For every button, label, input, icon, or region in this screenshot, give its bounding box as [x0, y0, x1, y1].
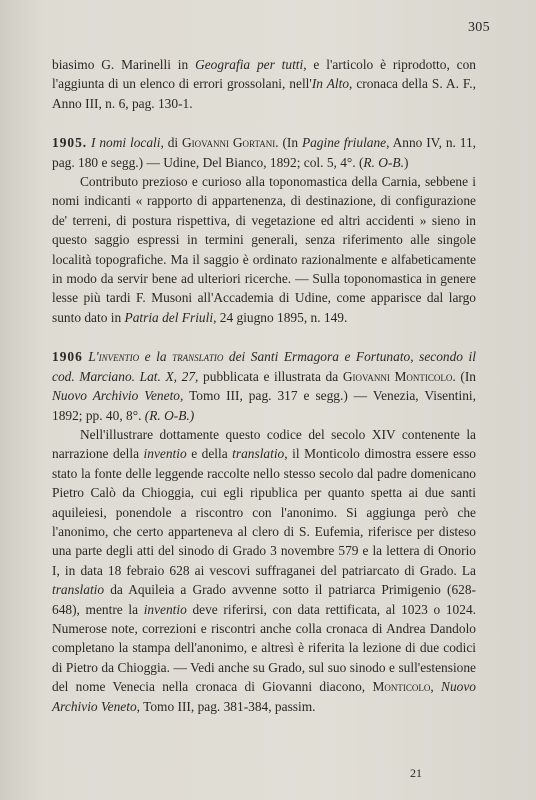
page-body: [52, 55, 476, 716]
entry-pub-1: pubblicata e illustrata da: [198, 368, 343, 384]
entry-body-text-1: Contributo prezioso e curioso alla toponomastica della Carnia, sebbene i nomi indicanti « rapporto di appartenenza, di destinazione, di configurazione de' terreni, di postura rispettiva, di vegetazione ed altri accidenti » sieno in questo saggio espressi in termini generali, senza riferimento alle singole località topografiche. Ma il saggio è ordinato razionalmente e alfabeticamente in modo da servir bene ad ulteriori ricerche. — Sulla toponomastica in genere lesse più tardi F. Musoni all'Accademia di Udine, come apparisce dal largo sunto dato in: [52, 174, 476, 325]
title-smallcaps-2: translatio: [172, 349, 224, 365]
entry-body-italic: Patria del Friuli: [124, 309, 214, 325]
body-text-6: ,: [430, 679, 442, 695]
intro-text-1: biasimo G. Marinelli in: [52, 57, 196, 72]
entry-journal: Pagine friulane: [301, 135, 387, 151]
title-part-2: e la: [139, 349, 173, 365]
body-italic-4: inventio: [143, 601, 187, 617]
intro-text-3: , cronaca della S. A. F., Anno III, n. 6, pag. 130-1.: [52, 76, 476, 111]
body-text-4: da Aquileia a Grado avvenne sotto il patriarca Primigenio (628-648), mentre la: [52, 582, 476, 617]
entry-signature: (R. O-B.): [144, 407, 195, 423]
body-italic-3: translatio: [52, 582, 105, 598]
title-part-3: dei Santi Ermagora e Fortunato, secondo il cod. Marciano. Lat. X, 27,: [52, 349, 476, 384]
entry-author: Giovanni Gortani: [181, 135, 276, 151]
entry-1906-header: [52, 347, 476, 425]
entry-pub-2: , Anno IV, n. 11, pag. 180 e segg.) — Udine, Del Bianco, 1892; col. 5, 4°. (: [52, 135, 476, 170]
intro-italic-1: Geografia per tutti: [195, 57, 304, 72]
entry-1906-body: [52, 425, 476, 716]
title-smallcaps-1: inventio: [98, 349, 140, 365]
body-italic-2: translatio: [232, 446, 285, 462]
entry-1905-body: [52, 172, 476, 327]
entry-body-text-2: , 24 giugno 1895, n. 149.: [213, 309, 348, 325]
entry-pub-2: . (In: [452, 368, 476, 384]
body-italic-6: Nuovo Archivio Veneto: [52, 679, 476, 714]
body-italic-1: inventio: [143, 446, 187, 462]
intro-paragraph: [52, 55, 476, 113]
entry-journal: Nuovo Archivio Veneto: [52, 388, 180, 404]
entry-by: di: [163, 135, 182, 151]
entry-pub-1: . (In: [275, 135, 302, 151]
intro-italic-2: In Alto: [311, 76, 350, 92]
page-number: 305: [468, 20, 490, 35]
body-text-3: , il Monticolo dimostra essere esso stato la fonte delle leggende raccolte nello stesso secolo dal padre domenicano Pietro Calò da Chioggia, cui egli ripublica per quanto spetta ai due santi aquileiesi, ponendole a riscontro con l'anonimo. Si aggiunga però che l'anonimo, che certo apparteneva al clero di S. Eufemia, riferisce per disteso una parte degli atti del sinodo di Grado 3 novembre 579 e la lettera di Onorio I, in data 18 febraio 628 ai vescovi suffraganei del patriarcato di Grado. La: [52, 446, 477, 578]
title-part-1: L': [88, 349, 99, 365]
body-text-5: deve riferirsi, con data rettificata, al 1023 o 1024. Numerose note, correzioni e riscontri anche colla cronaca di Andrea Dandolo completano la stampa dell'anonimo, e altresì è riferita la lezione di due codici di Pietro da Chioggia. — Vedi anche su Grado, sul suo sinodo e sull'estensione del nome Venecia nella cronaca di Giovanni diacono,: [52, 601, 476, 695]
body-text-2: e della: [186, 446, 233, 462]
body-text-1: Nell'illustrare dottamente questo codice del secolo XIV contenente la narrazione della: [52, 426, 476, 462]
body-smallcaps: Monticolo: [372, 679, 431, 695]
entry-1905-header: [52, 133, 476, 172]
entry-pub-3: , Tomo III, pag. 317 e segg.) — Venezia, Visentini, 1892; pp. 40, 8°.: [52, 388, 477, 423]
entry-title: I nomi locali,: [91, 135, 164, 151]
body-text-7: , Tomo III, pag. 381-384, passim.: [136, 698, 316, 714]
entry-signature: R. O-B.: [363, 154, 404, 170]
signature-mark: 21: [410, 766, 422, 780]
entry-pub-3: ): [403, 154, 409, 170]
entry-number: 1905.: [52, 135, 88, 151]
entry-number: 1906: [52, 349, 83, 365]
intro-text-2: , e l'articolo è riprodotto, con l'aggiunta di un elenco di errori grossolani, nell': [52, 57, 476, 92]
entry-author: Giovanni Monticolo: [342, 368, 453, 384]
